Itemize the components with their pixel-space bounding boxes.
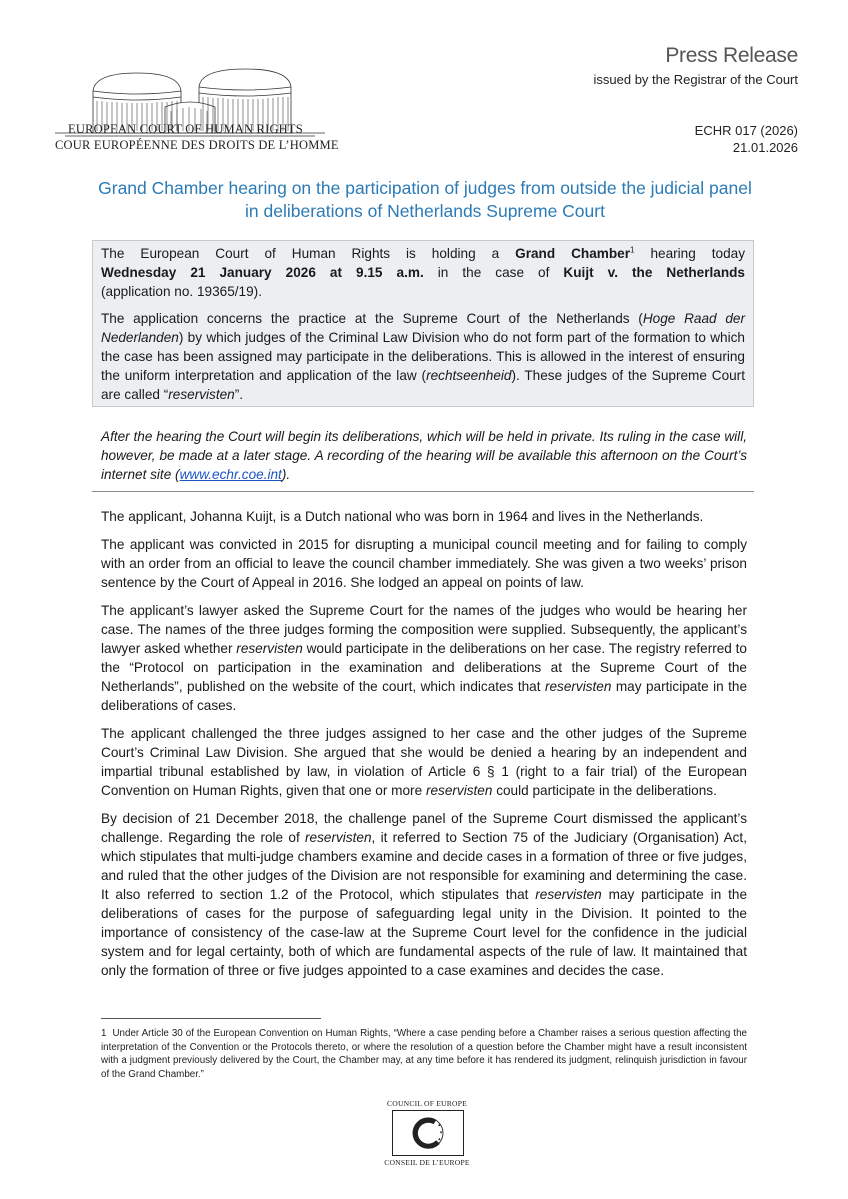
svg-text:★: ★ <box>414 1136 419 1142</box>
svg-text:★: ★ <box>437 1136 442 1142</box>
svg-text:★: ★ <box>426 1143 430 1148</box>
body-paragraph: The applicant, Johanna Kuijt, is a Dutch national who was born in 1964 and lives in the Netherlands. <box>101 509 704 524</box>
council-name-fr: CONSEIL DE L’EUROPE <box>384 1158 470 1167</box>
footnote <box>101 1027 747 1081</box>
svg-text:★: ★ <box>432 1141 437 1147</box>
summary-line-1: The European Court of Human Rights is holding a Grand Chamber$^1$ hearing today <box>101 245 746 261</box>
footnote-ref[interactable]: 1 <box>630 245 635 255</box>
summary-box <box>92 240 754 407</box>
court-name-en: EUROPEAN COURT OF HUMAN RIGHTS <box>68 122 303 136</box>
doc-type-heading: Press Release <box>665 44 798 67</box>
summary-paragraph-2: The application concerns the practice at the Supreme Court of the Netherlands (Hoge Raad der Nederlanden) by which judges of the Criminal Law Division who do not form part of the formation to which the case has been assigned may participate in the deliberations. This is allowed in the interest of ensuring the uniform interpretation and application of the law (rechtseenheid). These judges of the Supreme Court are called “reservisten”. <box>101 311 745 402</box>
echr-website-link[interactable]: www.echr.coe.int <box>179 467 282 482</box>
svg-text:★: ★ <box>439 1129 443 1135</box>
body-text <box>101 507 747 989</box>
divider <box>92 491 754 492</box>
council-name-en: COUNCIL OF EUROPE <box>387 1099 467 1108</box>
body-paragraph: The applicant was convicted in 2015 for disrupting a municipal council meeting and for failing to comply with an order from an official to leave the council chamber immediately. She was given a two weeks’ prison sentence by the Court of Appeal in 2016. She lodged an appeal on points of law. <box>101 537 747 590</box>
summary-application-no: (application no. 19365/19). <box>101 284 262 299</box>
svg-text:★: ★ <box>432 1117 437 1123</box>
court-name-fr: COUR EUROPÉENNE DES DROITS DE L’HOMME <box>55 138 339 152</box>
body-paragraph: By decision of 21 December 2018, the challenge panel of the Supreme Court dismissed the applicant’s challenge. Regarding the role of reservisten, it referred to Section 75 of the Judiciary (Organisation) Act, which stipulates that multi-judge chambers examine and decide cases in a formation of three or five judges, and ruled that the other judges of the Division are not responsible for examining and determining the case. It also referred to section 1.2 of the Protocol, which stipulates that reservisten may participate in the deliberations of cases for the purpose of safeguarding legal unity in the Division. It pointed to the importance of consistency of the case-law at the Supreme Court level for the confidence in the judicial system and for legal certainty, both of which are fundamental aspects of the rule of law. It maintained that only the formation of three or five judges appointed to a case examines and decides the case. <box>101 811 748 978</box>
svg-text:★: ★ <box>426 1116 430 1121</box>
page-title: Grand Chamber hearing on the participation of judges from outside the judicial panel in deliberations of Netherlands Supreme Court <box>98 178 752 221</box>
svg-text:★: ★ <box>437 1122 442 1128</box>
body-paragraph: The applicant challenged the three judges assigned to her case and the other judges of the Supreme Court’s Criminal Law Division. She argued that she would be denied a hearing by an independent and impartial tribunal established by law, in violation of Article 6 § 1 (right to a fair trial) of the European Convention on Human Rights, given that one or more reservisten could participate in the deliberations. <box>101 726 747 798</box>
svg-text:★: ★ <box>413 1129 417 1135</box>
body-paragraph: The applicant’s lawyer asked the Supreme Court for the names of the judges who would be hearing her case. The names of the three judges forming the composition were supplied. Subsequently, the applicant’s lawyer asked whether reservisten would participate in the deliberations on her case. The registry referred to the “Protocol on participation in the examination and deliberations at the Supreme Court of the Netherlands”, published on the website of the court, which indicates that reservisten may participate in the deliberations of cases. <box>101 603 748 713</box>
release-date: 21.01.2026 <box>732 140 798 155</box>
summary-line-2: Wednesday 21 January 2026 at 9.15 a.m. in the case of Kuijt v. the Netherlands <box>101 265 745 280</box>
reference-number: ECHR 017 (2026) <box>694 123 798 138</box>
footnote-number: 1 <box>101 1028 107 1039</box>
issued-by: issued by the Registrar of the Court <box>593 72 798 87</box>
summary-paragraph-1 <box>101 244 745 301</box>
footnote-text: Under Article 30 of the European Convention on Human Rights, “Where a case pending before a Chamber raises a serious question affecting the interpretation of the Convention or the Protocols thereto, or where the resolution of a question before the Chamber might have a result inconsistent with a judgment previously delivered by the Court, the Chamber may, at any time before it has rendered its judgment, relinquish jurisdiction in favour of the Grand Chamber.” <box>101 1028 747 1080</box>
svg-text:★: ★ <box>419 1141 424 1147</box>
hearing-note: After the hearing the Court will begin its deliberations, which will be held in private. Its ruling in the case will, however, be made at a later stage. A recording of the hearing will be available this afternoon on the Court’s internet site (www.echr.coe.int). <box>101 429 747 482</box>
svg-text:★: ★ <box>414 1122 419 1128</box>
council-of-europe-logo <box>392 1110 464 1156</box>
svg-text:★: ★ <box>419 1117 424 1123</box>
footnote-divider <box>101 1018 321 1019</box>
